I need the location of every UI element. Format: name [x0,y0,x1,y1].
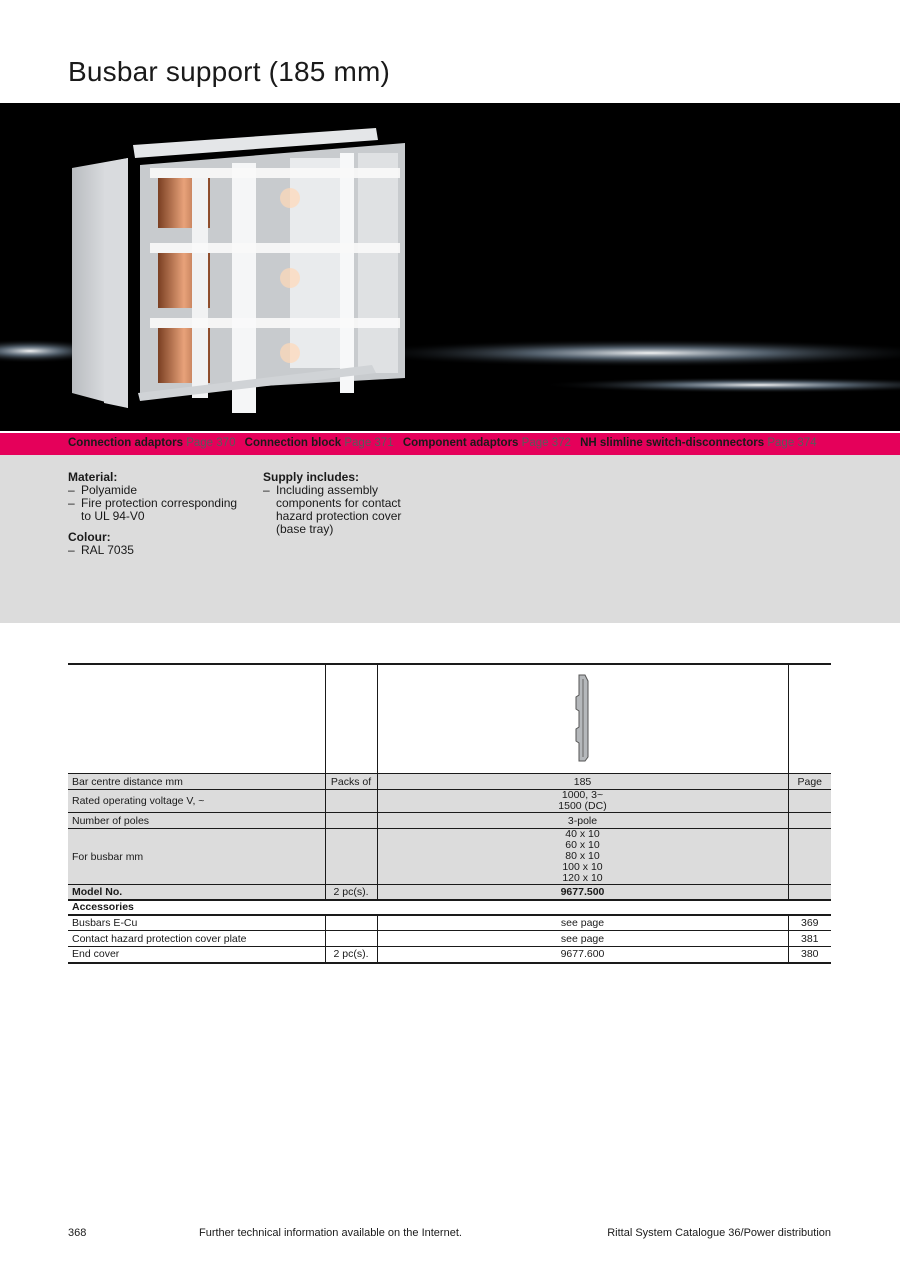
link-nh-switch-disconnectors[interactable]: NH slimline switch-disconnectors Page 374 [580,437,817,449]
related-products-bar [0,433,900,455]
supply-column [263,471,433,536]
supply-item: – Including assembly components for contact hazard protection cover (base tray) [263,483,402,536]
busbar-assembly-illustration [0,103,900,431]
specification-table [68,663,831,964]
material-item: – Fire protection corresponding to UL 94-V0 [68,496,238,523]
product-photo [0,103,900,431]
table-row: Number of poles 3-pole [68,813,831,829]
model-number-row: Model No. 2 pc(s). 9677.500 [68,885,831,900]
link-connection-adaptors[interactable]: Connection adaptors Page 370 [68,437,236,449]
product-thumbnail [377,664,788,774]
table-row: For busbar mm 40 x 10 60 x 10 80 x 10 100 x 10 120 x 10 [68,829,831,885]
material-heading: Material: [68,470,118,484]
link-connection-block[interactable]: Connection block Page 371 [244,437,394,449]
table-row: Busbars E-Cu see page 369 [68,915,831,931]
table-row: Bar centre distance mm Packs of 185 Page [68,774,831,790]
supply-heading: Supply includes: [263,470,360,484]
accessories-heading-row: Accessories [68,900,831,915]
table-row: End cover 2 pc(s). 9677.600 380 [68,947,831,963]
colour-item: – RAL 7035 [68,543,134,557]
table-row: Contact hazard protection cover plate see page 381 [68,931,831,947]
table-row: Rated operating voltage V, ~ 1000, 3~ 1500 (DC) [68,790,831,813]
colour-heading: Colour: [68,530,111,544]
footer-internet-note: Further technical information available on the Internet. [199,1227,462,1239]
page-title: Busbar support (185 mm) [68,56,391,87]
material-item: – Polyamide [68,483,138,497]
material-column [68,471,248,557]
busbar-support-icon [573,673,593,763]
footer-catalogue: Rittal System Catalogue 36/Power distribution [607,1227,831,1239]
product-info-box [0,455,900,623]
page-number: 368 [68,1227,87,1239]
table-image-row [68,664,831,774]
link-component-adaptors[interactable]: Component adaptors Page 372 [402,437,571,449]
